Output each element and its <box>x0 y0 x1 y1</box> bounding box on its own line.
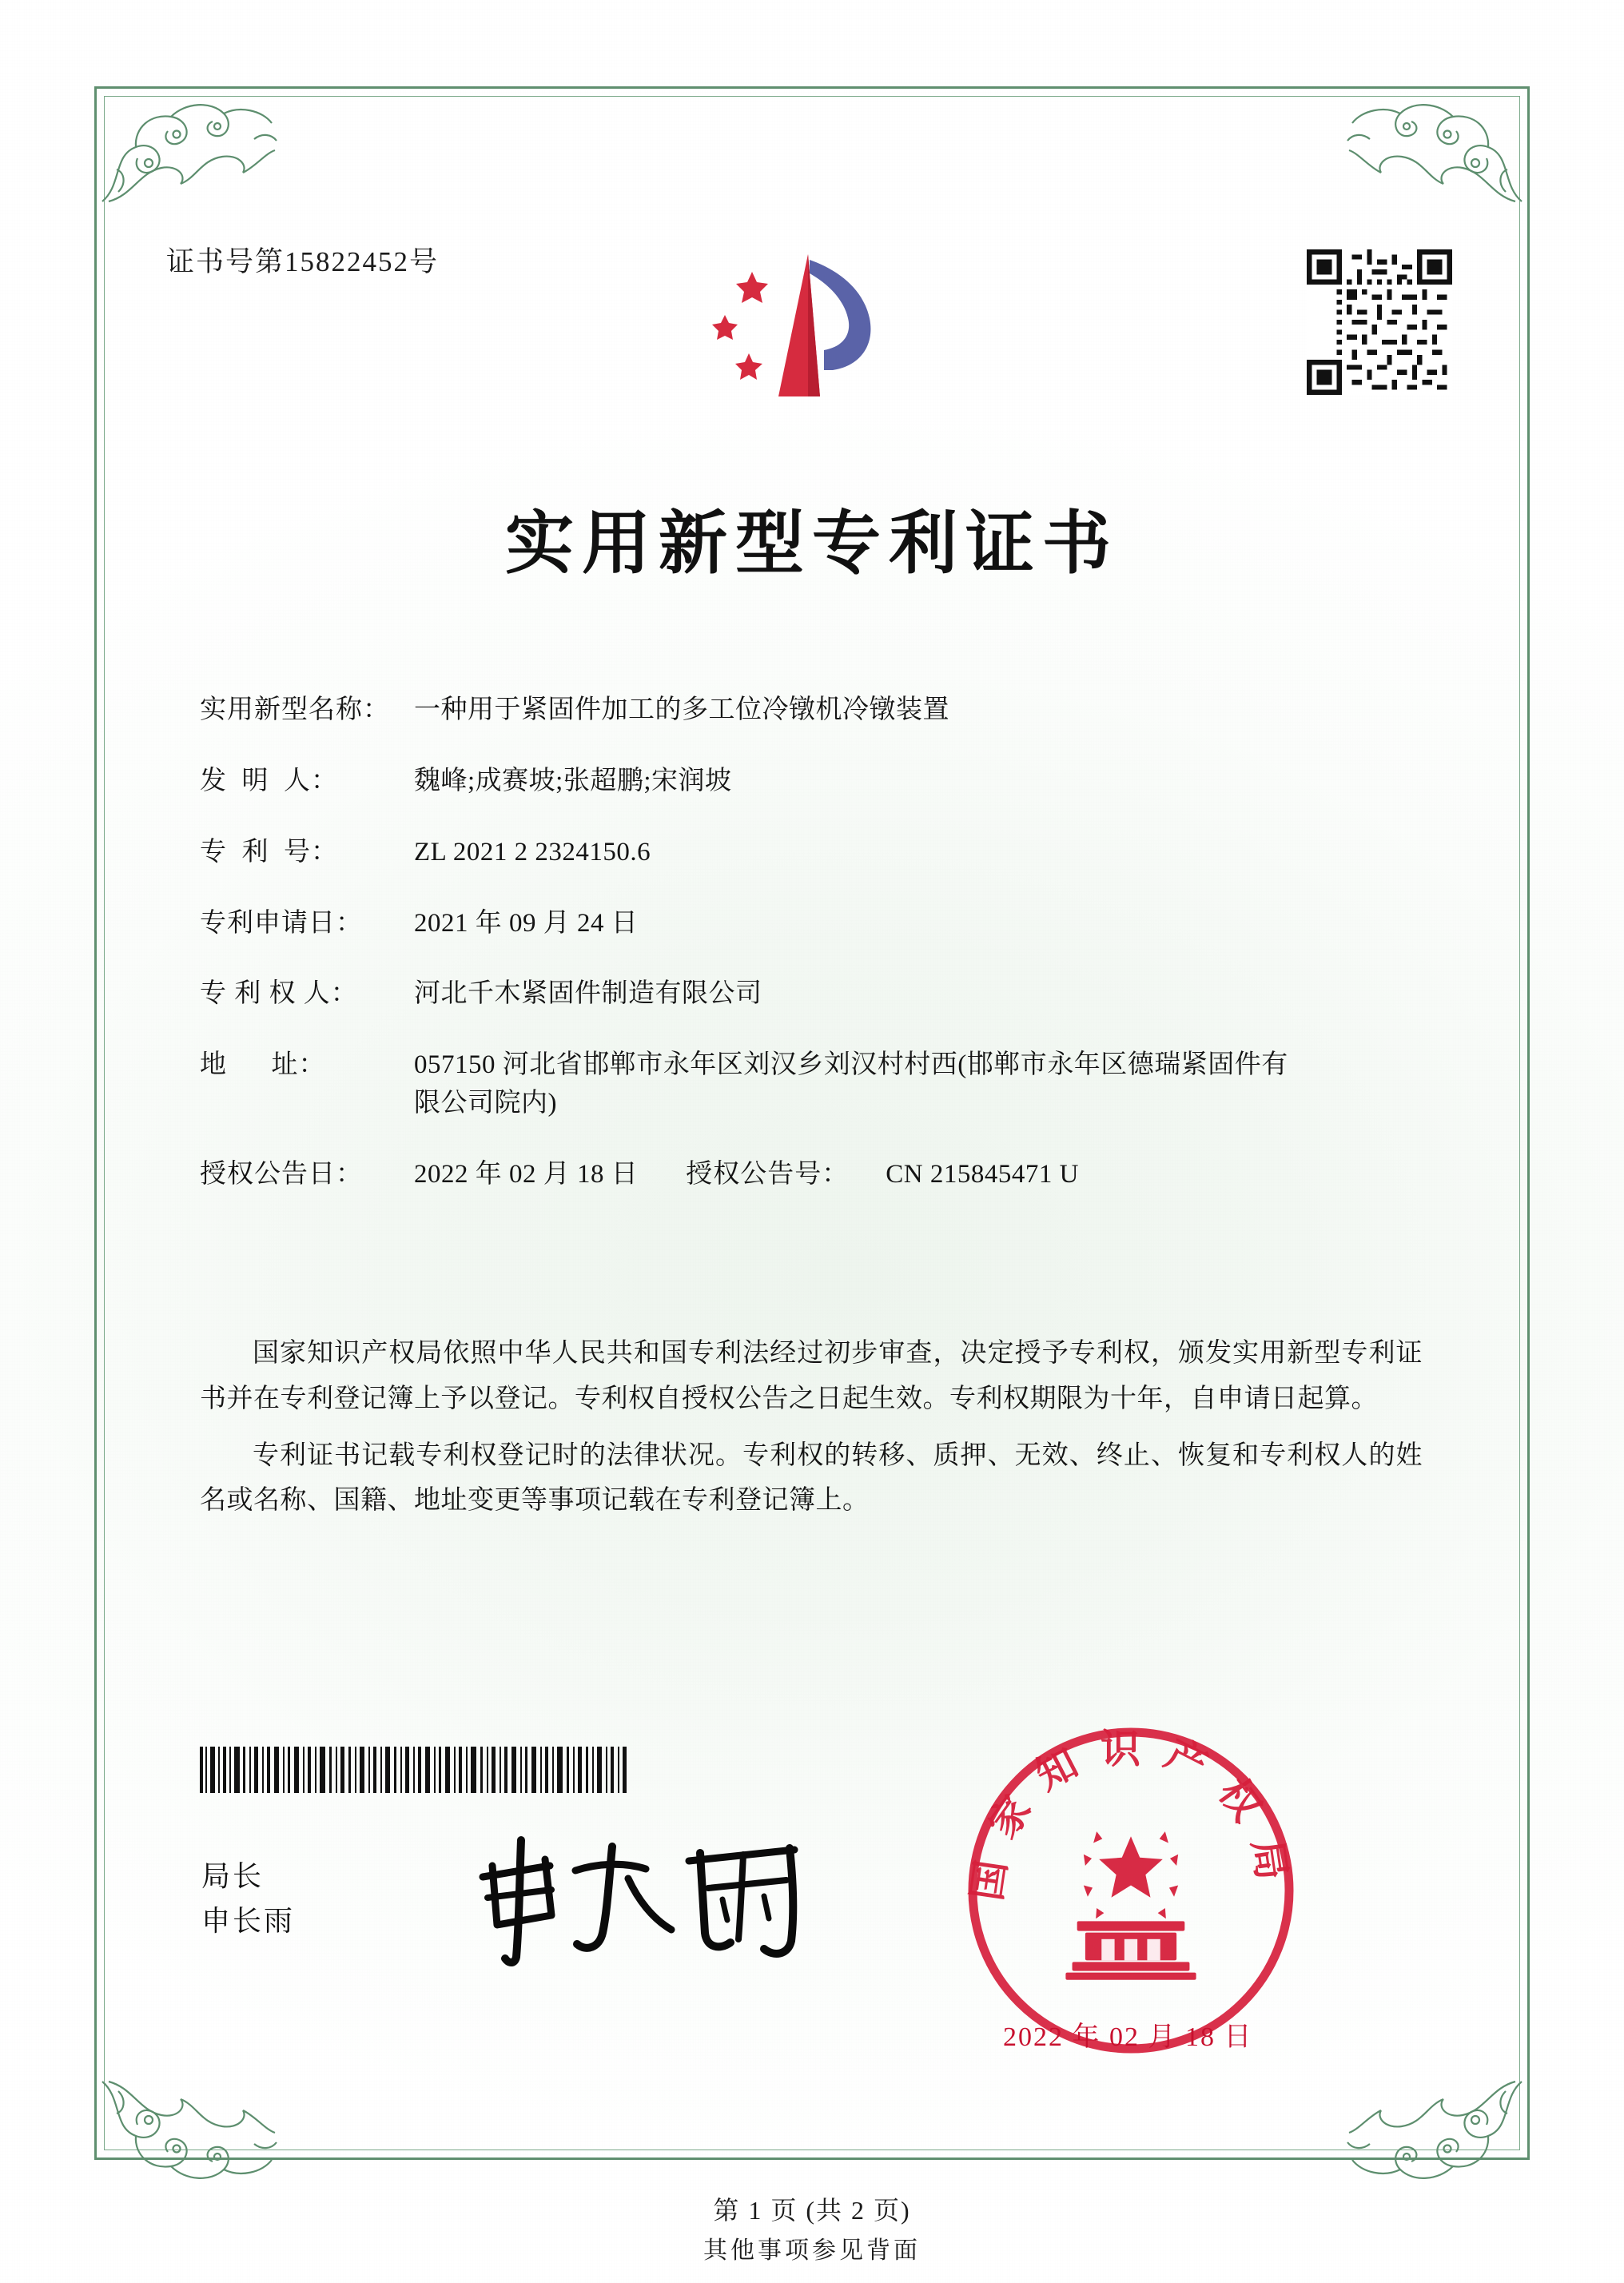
field-label: 地 址： <box>200 1050 326 1080</box>
legal-paragraph-2: 专利证书记载专利权登记时的法律状况。专利权的转移、质押、无效、终止、恢复和专利权人的姓名或名称、国籍、地址变更等事项记载在专利登记簿上。 <box>200 1440 1423 1516</box>
field-value: 一种用于紧固件加工的多工位冷镦机冷镦装置 <box>414 695 949 724</box>
certificate-fields <box>200 691 1431 1225</box>
field-label: 授权公告日： <box>200 1159 363 1189</box>
handwritten-signature-icon <box>456 1831 815 1966</box>
field-label: 发 明 人： <box>200 766 338 795</box>
national-emblem-seal-icon <box>959 1719 1303 2062</box>
legal-paragraph-1: 国家知识产权局依照中华人民共和国专利法经过初步审查，决定授予专利权，颁发实用新型专利证书并在专利登记簿上予以登记。专利权自授权公告之日起生效。专利权期限为十年，自申请日起算。 <box>200 1339 1423 1413</box>
field-label: 实用新型名称： <box>200 695 390 724</box>
legal-text-block <box>200 1331 1423 1535</box>
field-value: 河北千木紧固件制造有限公司 <box>414 979 762 1009</box>
back-page-note: 其他事项参见背面 <box>703 2237 921 2264</box>
barcode-icon <box>200 1747 631 1793</box>
cnipa-logo-icon <box>675 232 939 432</box>
field-value: 魏峰;成赛坡;张超鹏;宋润坡 <box>414 766 732 795</box>
qr-code-icon <box>1307 249 1452 395</box>
corner-ornament-top-right-icon <box>1343 90 1526 209</box>
field-row-address <box>200 1046 1431 1123</box>
field-row-patentee <box>200 975 1431 1014</box>
announcement-date-segment <box>200 1156 638 1194</box>
field-value: 2021 年 09 月 24 日 <box>414 908 639 938</box>
certificate-number: 证书号第15822452号 <box>166 246 440 277</box>
field-value: 2022 年 02 月 18 日 <box>414 1159 639 1189</box>
announcement-number-segment <box>686 1156 1079 1194</box>
field-label: 授权公告号： <box>686 1159 850 1189</box>
field-value: CN 215845471 U <box>886 1159 1079 1189</box>
signature-block <box>201 1855 295 1944</box>
field-value: ZL 2021 2 2324150.6 <box>414 837 651 867</box>
field-value: 057150 河北省邯郸市永年区刘汉乡刘汉村村西(邯郸市永年区德瑞紧固件有限公司院内) <box>414 1050 1288 1118</box>
field-row-announcement <box>200 1156 1431 1194</box>
corner-ornament-bottom-left-icon <box>98 2074 281 2193</box>
corner-ornament-bottom-right-icon <box>1343 2074 1526 2193</box>
corner-ornament-top-left-icon <box>98 90 281 209</box>
field-row-inventors <box>200 763 1431 801</box>
field-row-application-date <box>200 905 1431 943</box>
page-number: 第 1 页 (共 2 页) <box>713 2196 911 2225</box>
field-label: 专 利 权 人： <box>200 979 358 1009</box>
svg-text:国家知识产权局: 国家知识产权局 <box>964 1727 1298 1904</box>
field-label: 专 利 号： <box>200 837 338 867</box>
seal-date: 2022 年 02 月 18 日 <box>1003 2022 1253 2052</box>
director-name-label: 申长雨 <box>201 1904 296 1937</box>
field-label: 专利申请日： <box>200 908 363 938</box>
field-row-utility-model-name <box>200 691 1431 730</box>
director-title-label: 局长 <box>201 1860 265 1892</box>
field-row-patent-number <box>200 834 1431 872</box>
page-title: 实用新型专利证书 <box>505 503 1119 584</box>
